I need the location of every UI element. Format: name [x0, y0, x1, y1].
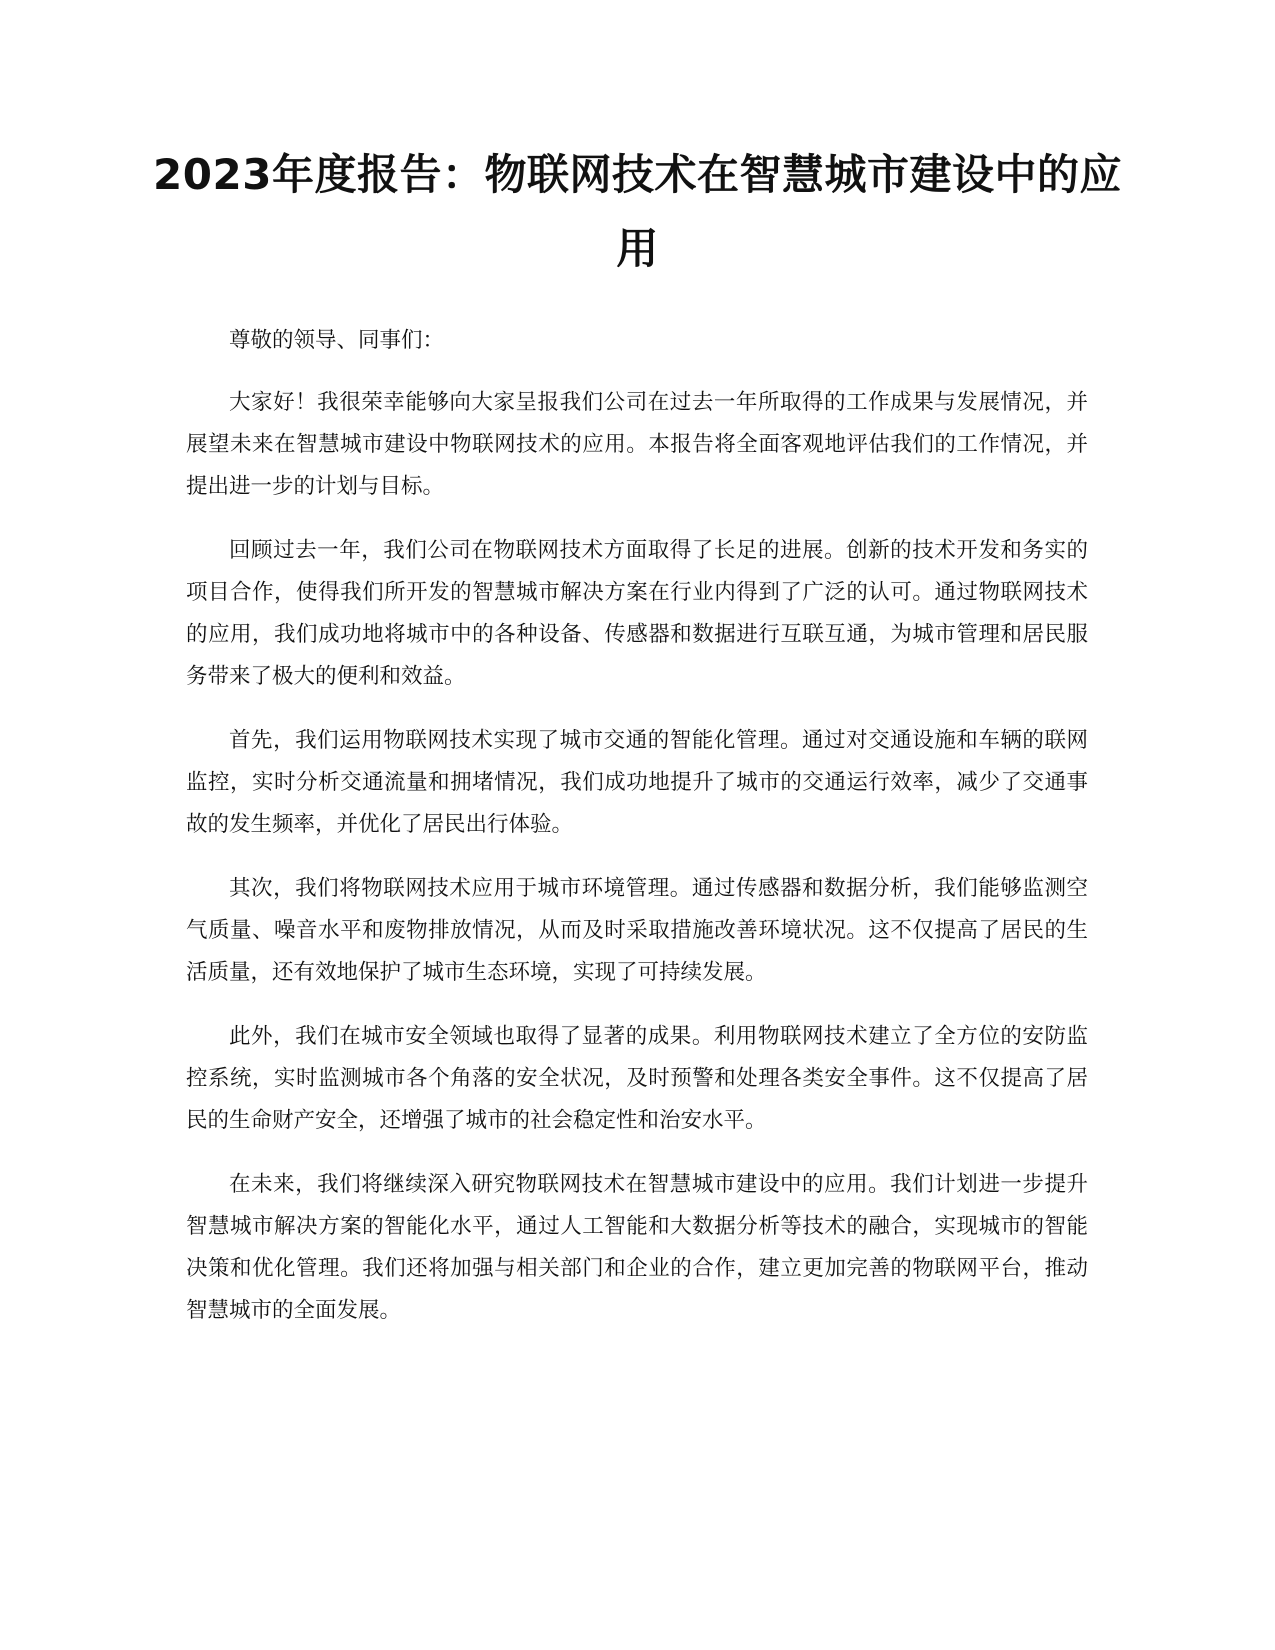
document-title: 2023年度报告：物联网技术在智慧城市建设中的应用 [153, 150, 1122, 273]
body-paragraph-environment: 其次，我们将物联网技术应用于城市环境管理。通过传感器和数据分析，我们能够监测空气质量、噪音水平和废物排放情况，从而及时采取措施改善环境状况。这不仅提高了居民的生活质量，还有效地保护了城市生态环境，实现了可持续发展。 [186, 876, 1088, 985]
body-paragraph-security: 此外，我们在城市安全领域也取得了显著的成果。利用物联网技术建立了全方位的安防监控系统，实时监测城市各个角落的安全状况，及时预警和处理各类安全事件。这不仅提高了居民的生命财产安全，还增强了城市的社会稳定性和治安水平。 [186, 1024, 1088, 1133]
body-paragraph-future: 在未来，我们将继续深入研究物联网技术在智慧城市建设中的应用。我们计划进一步提升智慧城市解决方案的智能化水平，通过人工智能和大数据分析等技术的融合，实现城市的智能决策和优化管理。我们还将加强与相关部门和企业的合作，建立更加完善的物联网平台，推动智慧城市的全面发展。 [186, 1172, 1088, 1323]
body-paragraph-intro: 大家好！我很荣幸能够向大家呈报我们公司在过去一年所取得的工作成果与发展情况，并展望未来在智慧城市建设中物联网技术的应用。本报告将全面客观地评估我们的工作情况，并提出进一步的计划与目标。 [186, 390, 1088, 499]
document-body [186, 320, 1088, 1354]
body-paragraph-review: 回顾过去一年，我们公司在物联网技术方面取得了长足的进展。创新的技术开发和务实的项目合作，使得我们所开发的智慧城市解决方案在行业内得到了广泛的认可。通过物联网技术的应用，我们成功地将城市中的各种设备、传感器和数据进行互联互通，为城市管理和居民服务带来了极大的便利和效益。 [186, 538, 1088, 689]
body-paragraph-traffic: 首先，我们运用物联网技术实现了城市交通的智能化管理。通过对交通设施和车辆的联网监控，实时分析交通流量和拥堵情况，我们成功地提升了城市的交通运行效率，减少了交通事故的发生频率，并优化了居民出行体验。 [186, 728, 1088, 837]
greeting-paragraph: 尊敬的领导、同事们： [229, 328, 445, 353]
